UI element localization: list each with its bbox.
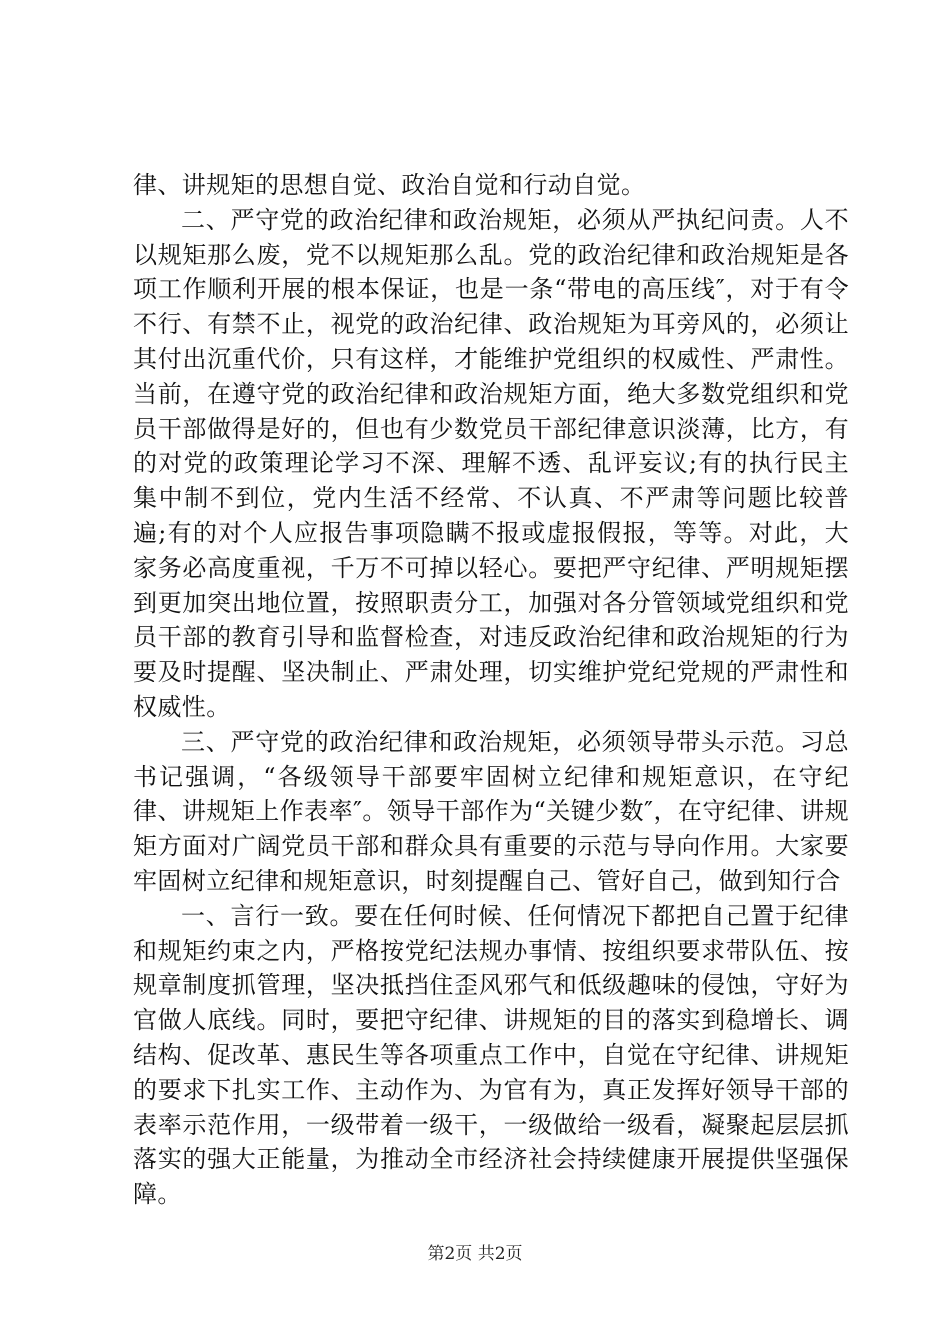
- page-number-label: 第2页 共2页: [427, 1244, 523, 1264]
- paragraph-section-two: 二、严守党的政治纪律和政治规矩，必须从严执纪问责。人不以规矩那么废，党不以规矩那么乱。党的政治纪律和政治规矩是各项工作顺利开展的根本保证，也是一条“带电的高压线″，对于有令不行、有禁不止，视党的政治纪律、政治规矩为耳旁风的，必须让其付出沉重代价，只有这样，才能维护党组织的权威性、严肃性。当前，在遵守党的政治纪律和政治规矩方面，绝大多数党组织和党员干部做得是好的，但也有少数党员干部纪律意识淡薄，比方，有的对党的政策理论学习不深、理解不透、乱评妄议;有的执行民主集中制不到位，党内生活不经常、不认真、不严肃等问题比较普遍;有的对个人应报告事项隐瞒不报或虚报假报，等等。对此，大家务必高度重视，千万不可掉以轻心。要把严守纪律、严明规矩摆到更加突出地位置，按照职责分工，加强对各分管领域党组织和党员干部的教育引导和监督检查，对违反政治纪律和政治规矩的行为要及时提醒、坚决制止、严肃处理，切实维护党纪党规的严肃性和权威性。: [133, 205, 849, 721]
- paragraph-item-one: 一、言行一致。要在任何时候、任何情况下都把自己置于纪律和规矩约束之内，严格按党纪法规办事情、按组织要求带队伍、按规章制度抓管理，坚决抵挡住歪风邪气和低级趣味的侵蚀，守好为官做人底线。同时，要把守纪律、讲规矩的目的落实到稳增长、调结构、促改革、惠民生等各项重点工作中，自觉在守纪律、讲规矩的要求下扎实工作、主动作为、为官有为，真正发挥好领导干部的表率示范作用，一级带着一级干，一级做给一级看，凝聚起层层抓落实的强大正能量，为推动全市经济社会持续健康开展提供坚强保障。: [133, 901, 849, 1209]
- paragraph-section-three: 三、严守党的政治纪律和政治规矩，必须领导带头示范。习总书记强调，“各级领导干部要牢固树立纪律和规矩意识，在守纪律、讲规矩上作表率″。领导干部作为“关键少数″，在守纪律、讲规矩方面对广阔党员干部和群众具有重要的示范与导向作用。大家要牢固树立纪律和规矩意识，时刻提醒自己、管好自己，做到知行合: [133, 727, 849, 895]
- paragraph-continuation: 律、讲规矩的思想自觉、政治自觉和行动自觉。: [133, 171, 646, 199]
- page-footer: [0, 1244, 950, 1264]
- document-body: [133, 168, 849, 1212]
